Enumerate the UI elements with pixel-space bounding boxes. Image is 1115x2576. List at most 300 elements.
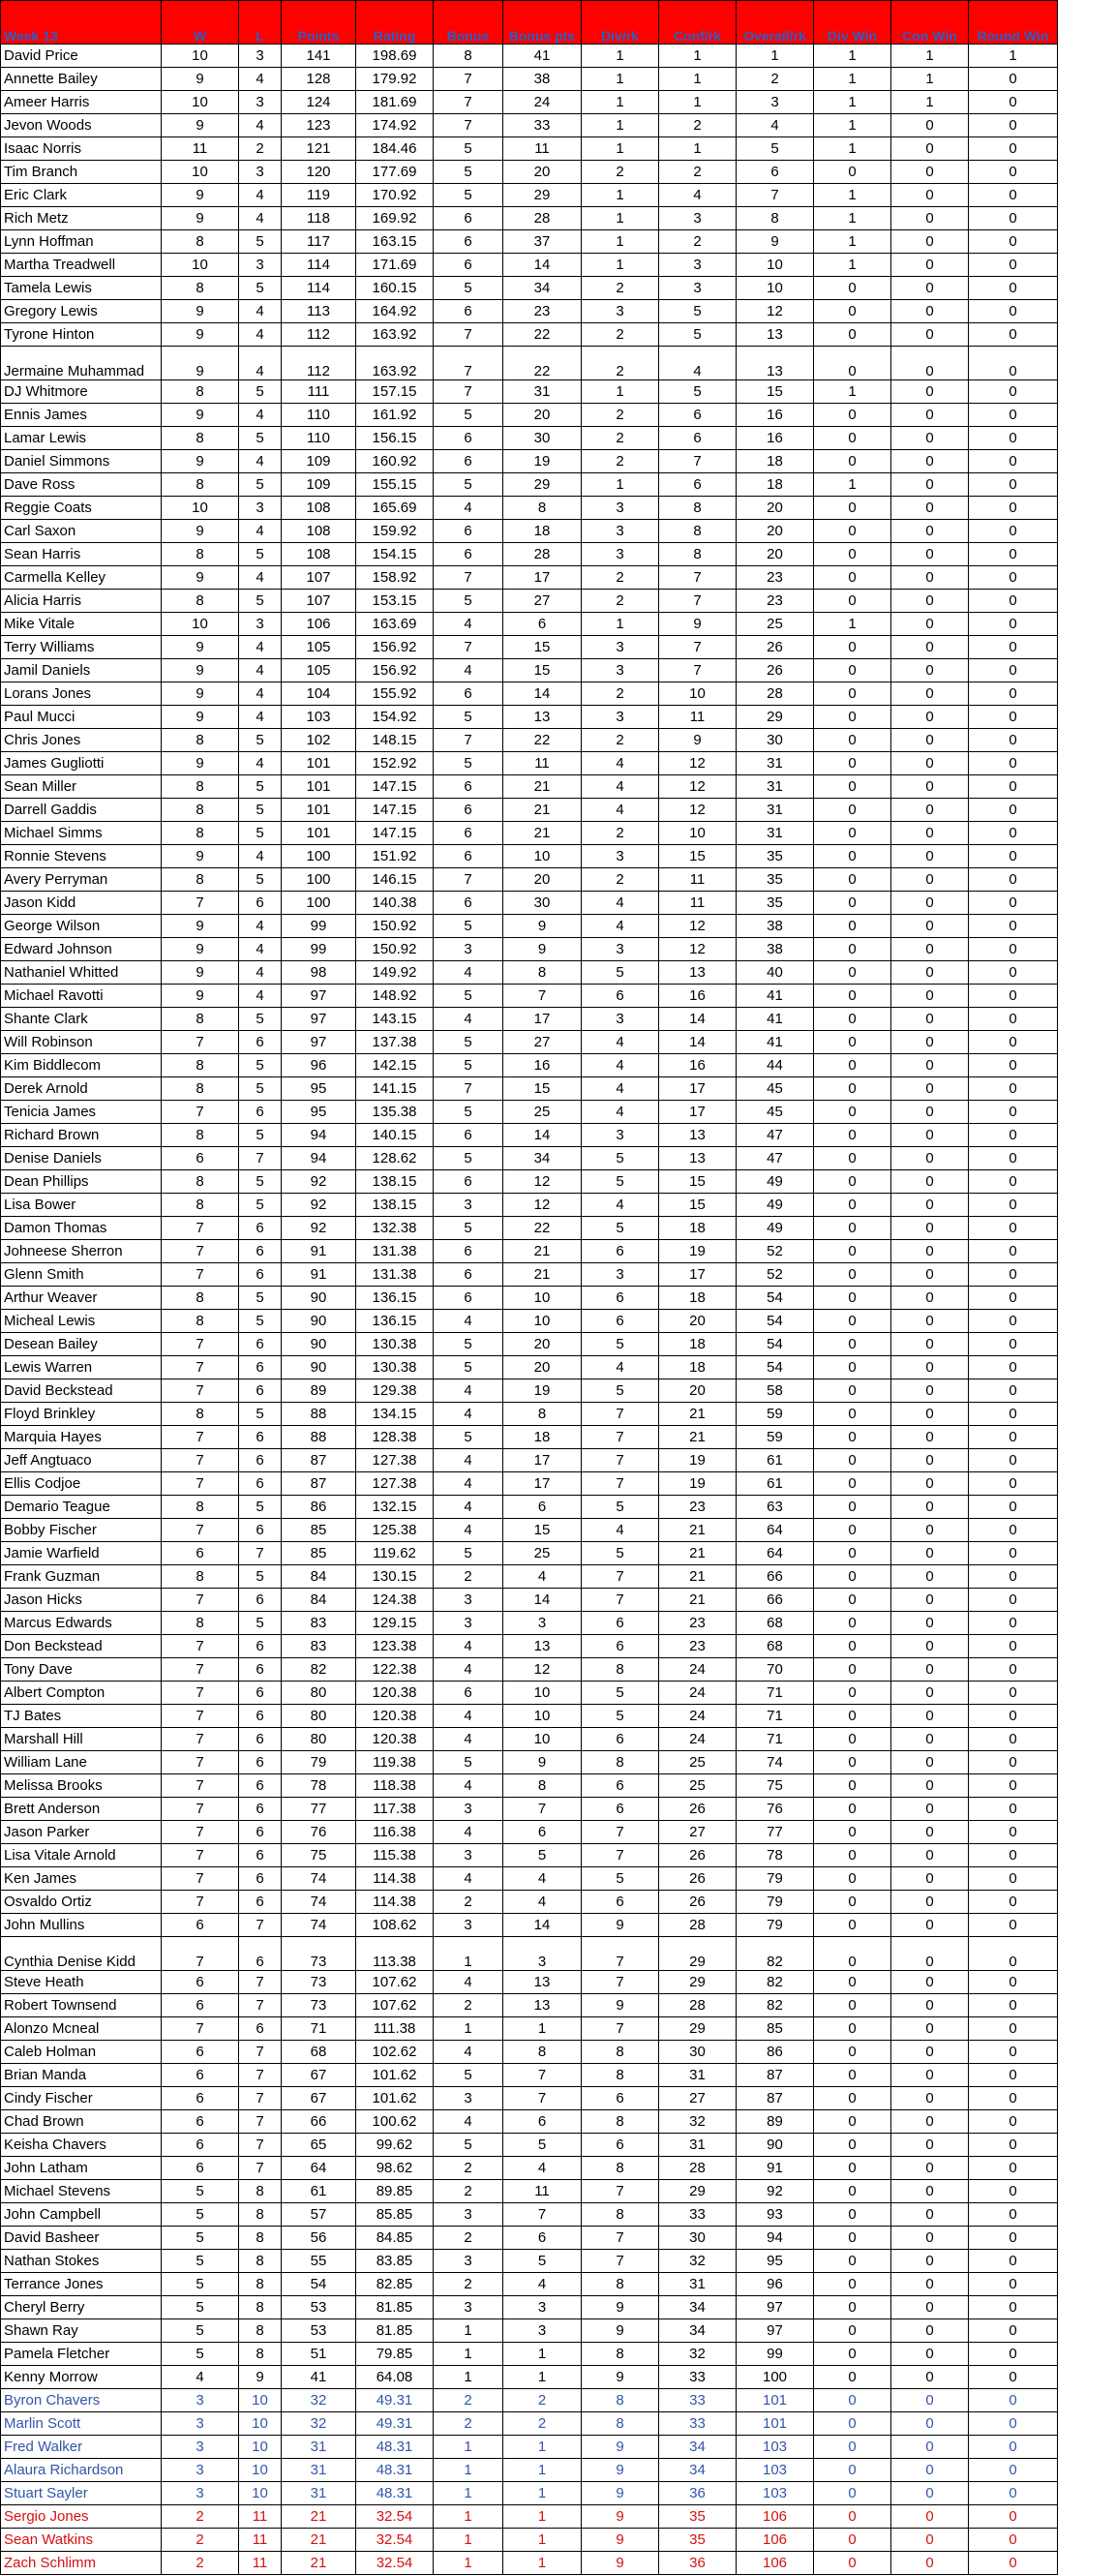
cell-wins: 9 — [162, 207, 239, 230]
cell-bonus: 2 — [434, 2227, 503, 2250]
table-row — [1, 45, 1058, 68]
cell-losses: 4 — [239, 114, 282, 137]
cell-conf-rank: 28 — [659, 1914, 737, 1937]
cell-conf-rank: 27 — [659, 2087, 737, 2110]
cell-bonus: 5 — [434, 985, 503, 1008]
cell-losses: 4 — [239, 450, 282, 473]
cell-conf-rank: 6 — [659, 473, 737, 497]
cell-conf-rank: 11 — [659, 706, 737, 729]
cell-bonus: 1 — [434, 2343, 503, 2366]
cell-wins: 8 — [162, 427, 239, 450]
cell-bonus: 7 — [434, 636, 503, 659]
cell-losses: 6 — [239, 1519, 282, 1542]
cell-points: 61 — [282, 2180, 356, 2203]
cell-div-win: 0 — [814, 1891, 891, 1914]
cell-bonus: 3 — [434, 2250, 503, 2273]
cell-wins: 8 — [162, 543, 239, 566]
cell-bonus: 7 — [434, 347, 503, 380]
cell-points: 106 — [282, 613, 356, 636]
cell-conf-rank: 26 — [659, 1844, 737, 1867]
cell-div-rank: 1 — [582, 473, 659, 497]
cell-points: 114 — [282, 254, 356, 277]
cell-losses: 4 — [239, 845, 282, 868]
cell-div-win: 0 — [814, 1519, 891, 1542]
cell-con-win: 0 — [891, 1565, 969, 1589]
cell-conf-rank: 12 — [659, 915, 737, 938]
cell-bonus-pts: 28 — [503, 543, 582, 566]
cell-con-win: 0 — [891, 1867, 969, 1891]
cell-con-win: 0 — [891, 161, 969, 184]
cell-conf-rank: 34 — [659, 2436, 737, 2459]
cell-bonus: 1 — [434, 2552, 503, 2575]
cell-con-win: 0 — [891, 2227, 969, 2250]
cell-round-win: 0 — [969, 961, 1058, 985]
cell-overall-rank: 35 — [737, 868, 814, 892]
cell-conf-rank: 17 — [659, 1263, 737, 1287]
table-row — [1, 1170, 1058, 1194]
cell-con-win: 0 — [891, 868, 969, 892]
cell-wins: 6 — [162, 2087, 239, 2110]
cell-player-name: Edward Johnson — [1, 938, 162, 961]
cell-bonus-pts: 17 — [503, 1449, 582, 1472]
table-row — [1, 114, 1058, 137]
cell-wins: 11 — [162, 137, 239, 161]
cell-div-win: 0 — [814, 1682, 891, 1705]
table-row — [1, 1217, 1058, 1240]
cell-points: 79 — [282, 1751, 356, 1774]
cell-con-win: 0 — [891, 323, 969, 347]
cell-div-rank: 4 — [582, 915, 659, 938]
table-row — [1, 868, 1058, 892]
cell-bonus: 4 — [434, 961, 503, 985]
cell-div-rank: 9 — [582, 2552, 659, 2575]
col-header-bonus: Bonus — [434, 1, 503, 45]
cell-player-name: Sean Harris — [1, 543, 162, 566]
cell-rating: 101.62 — [356, 2064, 434, 2087]
cell-bonus: 3 — [434, 1798, 503, 1821]
cell-con-win: 0 — [891, 2459, 969, 2482]
cell-round-win: 0 — [969, 915, 1058, 938]
cell-player-name: David Beckstead — [1, 1379, 162, 1403]
cell-bonus: 3 — [434, 2203, 503, 2227]
cell-wins: 8 — [162, 1124, 239, 1147]
cell-player-name: Damon Thomas — [1, 1217, 162, 1240]
cell-round-win: 0 — [969, 2529, 1058, 2552]
cell-player-name: Jevon Woods — [1, 114, 162, 137]
cell-wins: 8 — [162, 1008, 239, 1031]
cell-conf-rank: 31 — [659, 2273, 737, 2296]
cell-con-win: 0 — [891, 1542, 969, 1565]
cell-overall-rank: 90 — [737, 2134, 814, 2157]
cell-losses: 4 — [239, 566, 282, 590]
cell-round-win: 0 — [969, 1054, 1058, 1077]
cell-div-rank: 2 — [582, 277, 659, 300]
cell-player-name: Chris Jones — [1, 729, 162, 752]
cell-losses: 5 — [239, 1496, 282, 1519]
cell-con-win: 0 — [891, 1705, 969, 1728]
cell-con-win: 0 — [891, 1333, 969, 1356]
cell-wins: 9 — [162, 300, 239, 323]
cell-bonus: 5 — [434, 1054, 503, 1077]
cell-points: 102 — [282, 729, 356, 752]
table-row — [1, 404, 1058, 427]
cell-bonus: 4 — [434, 1705, 503, 1728]
cell-round-win: 0 — [969, 636, 1058, 659]
cell-losses: 5 — [239, 543, 282, 566]
cell-overall-rank: 54 — [737, 1310, 814, 1333]
cell-div-win: 0 — [814, 2552, 891, 2575]
cell-overall-rank: 106 — [737, 2552, 814, 2575]
cell-overall-rank: 92 — [737, 2180, 814, 2203]
cell-player-name: Keisha Chavers — [1, 2134, 162, 2157]
cell-div-win: 0 — [814, 1379, 891, 1403]
cell-bonus: 7 — [434, 380, 503, 404]
cell-div-win: 0 — [814, 636, 891, 659]
cell-conf-rank: 1 — [659, 68, 737, 91]
cell-points: 112 — [282, 323, 356, 347]
cell-points: 86 — [282, 1496, 356, 1519]
cell-round-win: 0 — [969, 184, 1058, 207]
cell-losses: 8 — [239, 2227, 282, 2250]
cell-overall-rank: 58 — [737, 1379, 814, 1403]
cell-bonus-pts: 7 — [503, 2064, 582, 2087]
cell-points: 97 — [282, 1031, 356, 1054]
cell-div-win: 0 — [814, 868, 891, 892]
cell-wins: 9 — [162, 752, 239, 775]
cell-points: 91 — [282, 1240, 356, 1263]
cell-overall-rank: 79 — [737, 1891, 814, 1914]
cell-conf-rank: 15 — [659, 1194, 737, 1217]
cell-wins: 7 — [162, 1821, 239, 1844]
cell-points: 31 — [282, 2482, 356, 2505]
cell-bonus-pts: 37 — [503, 230, 582, 254]
cell-bonus-pts: 10 — [503, 1682, 582, 1705]
cell-conf-rank: 31 — [659, 2064, 737, 2087]
cell-div-win: 0 — [814, 2436, 891, 2459]
cell-losses: 4 — [239, 68, 282, 91]
cell-div-win: 0 — [814, 2505, 891, 2529]
cell-conf-rank: 29 — [659, 1937, 737, 1971]
cell-conf-rank: 26 — [659, 1891, 737, 1914]
cell-losses: 8 — [239, 2343, 282, 2366]
cell-div-win: 0 — [814, 729, 891, 752]
cell-round-win: 0 — [969, 938, 1058, 961]
cell-wins: 7 — [162, 1589, 239, 1612]
cell-bonus: 2 — [434, 2389, 503, 2412]
cell-div-rank: 6 — [582, 2087, 659, 2110]
cell-overall-rank: 44 — [737, 1054, 814, 1077]
cell-losses: 6 — [239, 1379, 282, 1403]
cell-con-win: 0 — [891, 1194, 969, 1217]
cell-conf-rank: 18 — [659, 1333, 737, 1356]
cell-bonus-pts: 15 — [503, 636, 582, 659]
cell-bonus: 4 — [434, 2110, 503, 2134]
cell-overall-rank: 93 — [737, 2203, 814, 2227]
cell-bonus-pts: 20 — [503, 161, 582, 184]
cell-player-name: Alonzo Mcneal — [1, 2017, 162, 2041]
cell-rating: 150.92 — [356, 938, 434, 961]
cell-overall-rank: 45 — [737, 1077, 814, 1101]
cell-points: 104 — [282, 682, 356, 706]
cell-round-win: 0 — [969, 682, 1058, 706]
cell-rating: 163.92 — [356, 347, 434, 380]
cell-round-win: 0 — [969, 1971, 1058, 1994]
table-row — [1, 2273, 1058, 2296]
cell-overall-rank: 20 — [737, 520, 814, 543]
table-row — [1, 2041, 1058, 2064]
cell-wins: 9 — [162, 845, 239, 868]
cell-div-rank: 9 — [582, 2319, 659, 2343]
cell-bonus: 6 — [434, 822, 503, 845]
cell-div-rank: 8 — [582, 2389, 659, 2412]
cell-div-rank: 3 — [582, 520, 659, 543]
cell-round-win: 0 — [969, 137, 1058, 161]
cell-round-win: 0 — [969, 404, 1058, 427]
table-row — [1, 729, 1058, 752]
cell-div-win: 0 — [814, 1751, 891, 1774]
table-row — [1, 1077, 1058, 1101]
cell-conf-rank: 35 — [659, 2505, 737, 2529]
cell-div-rank: 3 — [582, 706, 659, 729]
cell-rating: 198.69 — [356, 45, 434, 68]
cell-wins: 5 — [162, 2319, 239, 2343]
cell-points: 80 — [282, 1682, 356, 1705]
cell-div-win: 0 — [814, 1705, 891, 1728]
cell-bonus: 3 — [434, 938, 503, 961]
cell-bonus-pts: 15 — [503, 659, 582, 682]
cell-round-win: 0 — [969, 1263, 1058, 1287]
table-row — [1, 1031, 1058, 1054]
table-row — [1, 2343, 1058, 2366]
table-row — [1, 1054, 1058, 1077]
cell-player-name: Fred Walker — [1, 2436, 162, 2459]
cell-points: 67 — [282, 2087, 356, 2110]
cell-losses: 6 — [239, 1658, 282, 1682]
cell-rating: 156.92 — [356, 659, 434, 682]
cell-losses: 6 — [239, 1798, 282, 1821]
cell-player-name: Lewis Warren — [1, 1356, 162, 1379]
cell-rating: 137.38 — [356, 1031, 434, 1054]
cell-conf-rank: 21 — [659, 1542, 737, 1565]
cell-rating: 147.15 — [356, 775, 434, 799]
table-row — [1, 1310, 1058, 1333]
cell-bonus: 5 — [434, 277, 503, 300]
cell-points: 100 — [282, 892, 356, 915]
cell-div-win: 0 — [814, 1008, 891, 1031]
cell-bonus: 6 — [434, 543, 503, 566]
cell-div-win: 0 — [814, 1937, 891, 1971]
cell-player-name: Annette Bailey — [1, 68, 162, 91]
cell-bonus: 4 — [434, 1658, 503, 1682]
cell-round-win: 0 — [969, 1472, 1058, 1496]
cell-wins: 7 — [162, 1937, 239, 1971]
cell-div-win: 0 — [814, 2087, 891, 2110]
cell-player-name: Melissa Brooks — [1, 1774, 162, 1798]
cell-div-rank: 8 — [582, 2203, 659, 2227]
cell-con-win: 0 — [891, 450, 969, 473]
cell-round-win: 0 — [969, 68, 1058, 91]
cell-bonus-pts: 1 — [503, 2459, 582, 2482]
cell-losses: 5 — [239, 729, 282, 752]
cell-overall-rank: 97 — [737, 2319, 814, 2343]
cell-round-win: 0 — [969, 1589, 1058, 1612]
cell-con-win: 0 — [891, 520, 969, 543]
cell-con-win: 0 — [891, 427, 969, 450]
cell-rating: 154.15 — [356, 543, 434, 566]
cell-round-win: 0 — [969, 1612, 1058, 1635]
cell-bonus-pts: 9 — [503, 938, 582, 961]
cell-div-rank: 6 — [582, 1774, 659, 1798]
cell-div-rank: 6 — [582, 1287, 659, 1310]
cell-div-win: 1 — [814, 254, 891, 277]
cell-wins: 10 — [162, 497, 239, 520]
cell-div-rank: 3 — [582, 497, 659, 520]
cell-points: 117 — [282, 230, 356, 254]
cell-div-rank: 7 — [582, 2250, 659, 2273]
table-row — [1, 2134, 1058, 2157]
cell-bonus: 6 — [434, 254, 503, 277]
cell-round-win: 0 — [969, 1449, 1058, 1472]
cell-wins: 7 — [162, 1449, 239, 1472]
table-row — [1, 938, 1058, 961]
cell-bonus: 7 — [434, 868, 503, 892]
cell-wins: 5 — [162, 2203, 239, 2227]
cell-round-win: 0 — [969, 2319, 1058, 2343]
cell-div-win: 0 — [814, 1333, 891, 1356]
cell-div-rank: 8 — [582, 1658, 659, 1682]
cell-div-win: 1 — [814, 68, 891, 91]
cell-div-win: 0 — [814, 915, 891, 938]
cell-overall-rank: 106 — [737, 2529, 814, 2552]
cell-player-name: Micheal Lewis — [1, 1310, 162, 1333]
cell-round-win: 0 — [969, 729, 1058, 752]
cell-player-name: Marquia Hayes — [1, 1426, 162, 1449]
cell-wins: 9 — [162, 450, 239, 473]
cell-rating: 146.15 — [356, 868, 434, 892]
cell-div-rank: 4 — [582, 752, 659, 775]
cell-rating: 171.69 — [356, 254, 434, 277]
cell-player-name: Tony Dave — [1, 1658, 162, 1682]
cell-div-rank: 5 — [582, 1170, 659, 1194]
table-row — [1, 2157, 1058, 2180]
cell-player-name: John Mullins — [1, 1914, 162, 1937]
cell-rating: 154.92 — [356, 706, 434, 729]
cell-con-win: 0 — [891, 380, 969, 404]
table-row — [1, 799, 1058, 822]
cell-div-rank: 4 — [582, 1356, 659, 1379]
cell-conf-rank: 28 — [659, 1994, 737, 2017]
cell-div-rank: 2 — [582, 347, 659, 380]
cell-wins: 8 — [162, 868, 239, 892]
cell-conf-rank: 2 — [659, 230, 737, 254]
cell-round-win: 0 — [969, 799, 1058, 822]
cell-div-rank: 5 — [582, 1867, 659, 1891]
cell-div-rank: 9 — [582, 2505, 659, 2529]
cell-bonus-pts: 18 — [503, 1426, 582, 1449]
cell-div-win: 0 — [814, 682, 891, 706]
table-row — [1, 1263, 1058, 1287]
cell-player-name: Terry Williams — [1, 636, 162, 659]
table-row — [1, 1356, 1058, 1379]
table-row — [1, 1751, 1058, 1774]
cell-con-win: 0 — [891, 1240, 969, 1263]
cell-bonus-pts: 4 — [503, 1867, 582, 1891]
cell-points: 21 — [282, 2529, 356, 2552]
cell-div-win: 0 — [814, 1798, 891, 1821]
cell-rating: 165.69 — [356, 497, 434, 520]
cell-bonus: 7 — [434, 729, 503, 752]
cell-rating: 169.92 — [356, 207, 434, 230]
cell-div-rank: 8 — [582, 2157, 659, 2180]
cell-points: 110 — [282, 427, 356, 450]
cell-overall-rank: 41 — [737, 1008, 814, 1031]
cell-points: 97 — [282, 1008, 356, 1031]
cell-div-win: 0 — [814, 1054, 891, 1077]
cell-overall-rank: 35 — [737, 845, 814, 868]
cell-bonus: 6 — [434, 1287, 503, 1310]
cell-conf-rank: 16 — [659, 1054, 737, 1077]
cell-rating: 148.15 — [356, 729, 434, 752]
cell-bonus-pts: 15 — [503, 1519, 582, 1542]
cell-rating: 153.15 — [356, 590, 434, 613]
cell-wins: 9 — [162, 404, 239, 427]
cell-rating: 117.38 — [356, 1798, 434, 1821]
cell-rating: 163.69 — [356, 613, 434, 636]
cell-rating: 84.85 — [356, 2227, 434, 2250]
cell-div-win: 0 — [814, 1240, 891, 1263]
cell-round-win: 0 — [969, 1101, 1058, 1124]
cell-points: 21 — [282, 2505, 356, 2529]
cell-points: 85 — [282, 1542, 356, 1565]
cell-bonus-pts: 8 — [503, 497, 582, 520]
cell-losses: 7 — [239, 2064, 282, 2087]
cell-bonus: 7 — [434, 91, 503, 114]
cell-player-name: Lynn Hoffman — [1, 230, 162, 254]
cell-points: 109 — [282, 473, 356, 497]
cell-conf-rank: 34 — [659, 2459, 737, 2482]
cell-points: 105 — [282, 659, 356, 682]
cell-round-win: 0 — [969, 277, 1058, 300]
cell-con-win: 0 — [891, 1994, 969, 2017]
cell-wins: 9 — [162, 114, 239, 137]
table-row — [1, 427, 1058, 450]
cell-conf-rank: 21 — [659, 1426, 737, 1449]
cell-wins: 8 — [162, 799, 239, 822]
cell-div-rank: 3 — [582, 636, 659, 659]
cell-bonus-pts: 25 — [503, 1542, 582, 1565]
cell-div-win: 0 — [814, 1565, 891, 1589]
table-row — [1, 2319, 1058, 2343]
cell-div-rank: 5 — [582, 1333, 659, 1356]
cell-player-name: George Wilson — [1, 915, 162, 938]
cell-round-win: 0 — [969, 2227, 1058, 2250]
cell-bonus-pts: 5 — [503, 1844, 582, 1867]
cell-overall-rank: 61 — [737, 1449, 814, 1472]
cell-conf-rank: 29 — [659, 2180, 737, 2203]
cell-div-rank: 6 — [582, 1240, 659, 1263]
cell-points: 108 — [282, 520, 356, 543]
cell-overall-rank: 15 — [737, 380, 814, 404]
cell-div-win: 1 — [814, 380, 891, 404]
cell-losses: 6 — [239, 1705, 282, 1728]
cell-bonus: 5 — [434, 184, 503, 207]
cell-con-win: 0 — [891, 706, 969, 729]
table-row — [1, 520, 1058, 543]
cell-rating: 129.15 — [356, 1612, 434, 1635]
cell-round-win: 0 — [969, 1356, 1058, 1379]
cell-points: 105 — [282, 636, 356, 659]
cell-rating: 148.92 — [356, 985, 434, 1008]
